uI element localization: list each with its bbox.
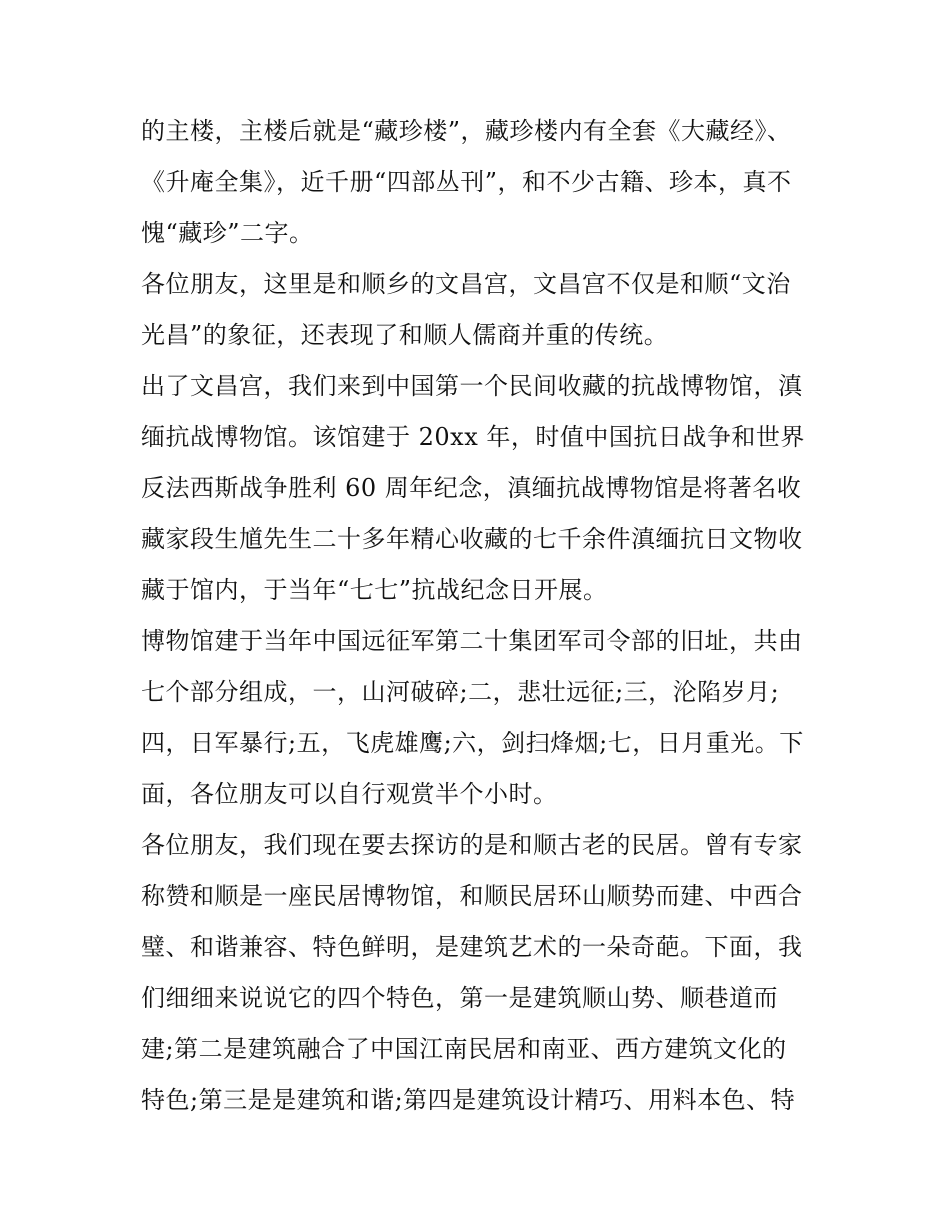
text-line: 各位朋友，我们现在要去探访的是和顺古老的民居。曾有专家: [141, 831, 803, 859]
text-line: 藏家段生馗先生二十多年精心收藏的七千余件滇缅抗日文物收: [141, 525, 803, 553]
text-line: 七个部分组成，一，山河破碎;二，悲壮远征;三，沦陷岁月;: [141, 678, 780, 706]
text-line: 建;第二是建筑融合了中国江南民居和南亚、西方建筑文化的: [141, 1035, 787, 1063]
text-line: 面，各位朋友可以自行观赏半个小时。: [141, 780, 558, 808]
text-line: 出了文昌宫，我们来到中国第一个民间收藏的抗战博物馆，滇: [141, 372, 803, 400]
text-line: 藏于馆内，于当年“七七”抗战纪念日开展。: [141, 576, 608, 604]
body-text: [141, 106, 821, 1126]
text-line: 特色;第三是是建筑和谐;第四是建筑设计精巧、用料本色、特: [141, 1086, 796, 1114]
text-line: 《升庵全集》，近千册“四部丛刊”，和不少古籍、珍本，真不: [141, 168, 792, 196]
text-line: 的主楼，主楼后就是“藏珍楼”，藏珍楼内有全套《大藏经》、: [141, 117, 792, 145]
text-line: 愧“藏珍”二字。: [141, 219, 314, 247]
text-line: 光昌”的象征，还表现了和顺人儒商并重的传统。: [141, 321, 669, 349]
text-line: 博物馆建于当年中国远征军第二十集团军司令部的旧址，共由: [141, 627, 803, 655]
text-line: 四，日军暴行;五，飞虎雄鹰;六，剑扫烽烟;七，日月重光。下: [141, 729, 804, 757]
text-line: 缅抗战博物馆。该馆建于 20xx 年，时值中国抗日战争和世界: [141, 423, 805, 451]
text-line: 各位朋友，这里是和顺乡的文昌宫，文昌宫不仅是和顺“文治: [141, 270, 791, 298]
text-line: 反法西斯战争胜利 60 周年纪念，滇缅抗战博物馆是将著名收: [141, 474, 802, 502]
text-line: 们细细来说说它的四个特色，第一是建筑顺山势、顺巷道而: [141, 984, 778, 1012]
text-line: 璧、和谐兼容、特色鲜明，是建筑艺术的一朵奇葩。下面，我: [141, 933, 803, 961]
text-line: 称赞和顺是一座民居博物馆，和顺民居环山顺势而建、中西合: [141, 882, 803, 910]
